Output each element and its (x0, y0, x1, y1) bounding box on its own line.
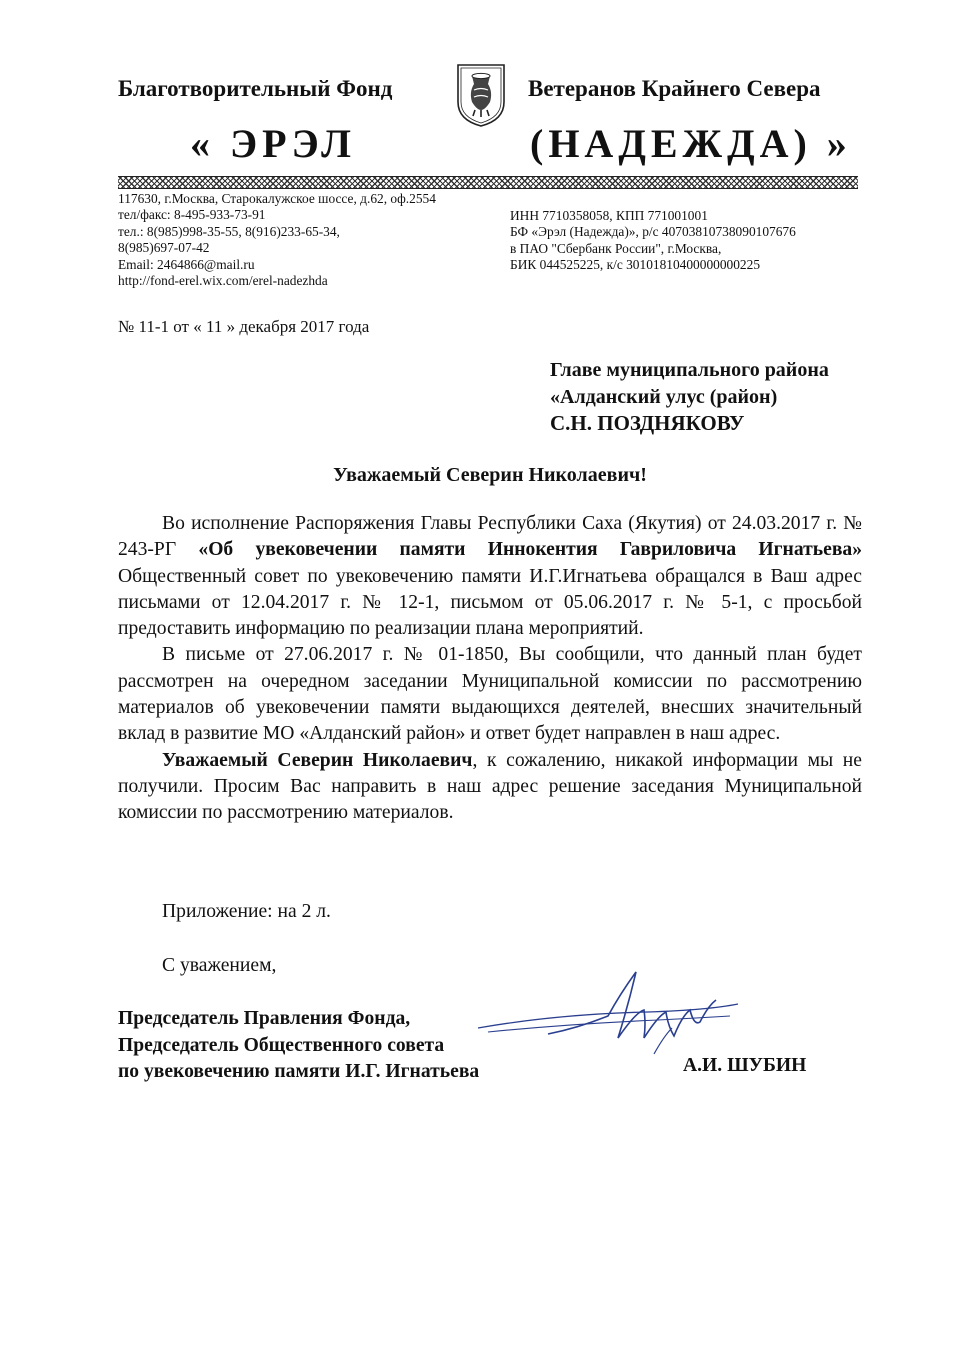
contact-address: 117630, г.Москва, Старокалужское шоссе, д.62, оф.2554 (118, 191, 436, 206)
contact-phone-2: 8(985)697-07-42 (118, 240, 210, 256)
paragraph-2: В письме от 27.06.2017 г. № 01-1850, Вы сообщили, что данный план будет рассмотрен на очередном заседании Муниципальной комиссии по рассмотрению материалов об увековечении памяти выдающихся деятелей, внесших значительный вклад в развитие МО «Алданский район» и ответ будет направлен в наш адрес. (118, 644, 862, 745)
addressee-line-3: С.Н. ПОЗДНЯКОВУ (550, 411, 745, 435)
paragraph-3 (118, 748, 862, 827)
contact-email: Email: 2464866@mail.ru (118, 256, 255, 272)
contact-phone: тел.: 8(985)998-35-55, 8(916)233-65-34, (118, 223, 340, 239)
signer-title-1: Председатель Правления Фонда, (118, 1008, 411, 1029)
contacts-right (510, 208, 796, 274)
signer-name: А.И. ШУБИН (683, 1055, 807, 1076)
foundation-emblem-icon (455, 62, 507, 128)
letter-reference: № 11-1 от « 11 » декабря 2017 года (118, 317, 370, 336)
paragraph-1-bold: «Об увековечении памяти Иннокентия Гавриловича Игнатьева» (198, 539, 862, 561)
addressee-block (550, 357, 829, 437)
contacts-left (118, 191, 436, 289)
org-title-left: « ЭРЭЛ (190, 121, 356, 166)
signer-title-2: Председатель Общественного совета (118, 1034, 445, 1056)
paragraph-3-end: , к сожалению, никакой информации мы не получили. Просим Вас направить в наш адрес решение заседания Муниципальной комиссии по рассмотрению материалов. (118, 749, 862, 824)
signature-block (118, 1006, 479, 1086)
attachment-note: Приложение: на 2 л. (162, 901, 331, 922)
paragraph-1-end: Общественный совет по увековечению памяти И.Г.Игнатьева обращался в Ваш адрес письмами от 12.04.2017 г. № 12-1, письмом от 05.06.2017 г. № 5-1, с просьбой предоставить информацию по реализации плана мероприятий. (118, 565, 862, 640)
org-title-right: (НАДЕЖДА) » (530, 121, 852, 166)
closing-phrase: С уважением, (162, 955, 277, 976)
org-name-left: Благотворительный Фонд (118, 76, 393, 101)
paragraph-3-bold: Уважаемый Северин Николаевич (162, 749, 473, 771)
contact-website: http://fond-erel.wix.com/erel-nadezhda (118, 272, 328, 288)
contact-phone-fax: тел/факс: 8-495-933-73-91 (118, 207, 266, 223)
salutation: Уважаемый Северин Николаевич! (333, 464, 647, 486)
bank-name: в ПАО "Сбербанк России", г.Москва, (510, 240, 722, 256)
bank-account: БФ «Эрэл (Надежда)», р/с 40703810738090107676 (510, 224, 796, 240)
org-name-right: Ветеранов Крайнего Севера (528, 76, 821, 101)
letter-body (118, 511, 862, 827)
bank-inn: ИНН 7710358058, КПП 771001001 (510, 208, 708, 223)
addressee-line-1: Главе муниципального района (550, 359, 829, 381)
addressee-line-2: «Алданский улус (район) (550, 385, 778, 408)
header-ornament-divider (118, 176, 858, 189)
paragraph-1 (118, 511, 862, 642)
paragraph-1-start: Во исполнение Распоряжения Главы Республики Саха (Якутия) от 24.03.2017 г. № 243-РГ (118, 513, 862, 561)
bank-bik: БИК 044525225, к/с 30101810400000000225 (510, 257, 761, 273)
signer-title-3: по увековечению памяти И.Г. Игнатьева (118, 1061, 480, 1082)
